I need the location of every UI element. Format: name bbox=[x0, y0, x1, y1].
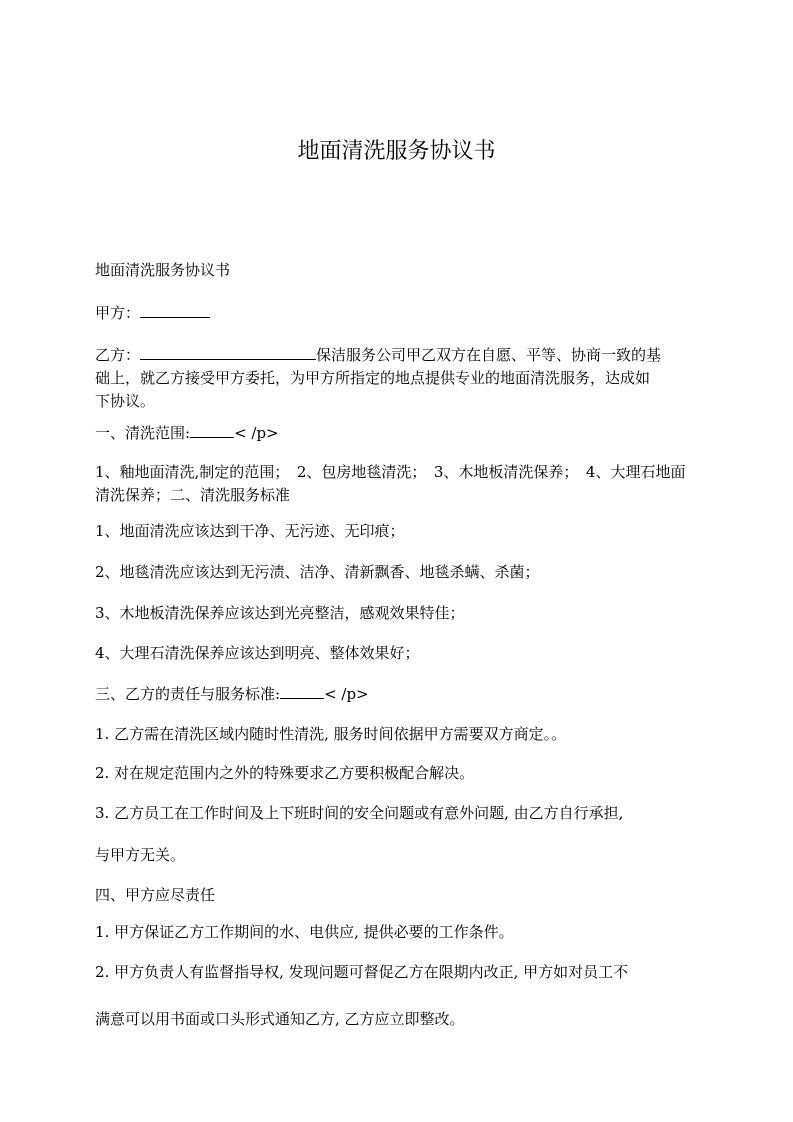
party-b-label: 乙方： bbox=[95, 346, 141, 364]
section1-tail: < /p> bbox=[234, 424, 279, 442]
b-duty-3-cont: 与甲方无关。 bbox=[95, 846, 186, 864]
party-a-blank bbox=[140, 303, 210, 318]
section3-heading: 三、乙方的责任与服务标准: bbox=[95, 685, 281, 703]
party-b-line-2: 础上，就乙方接受甲方委托，为甲方所指定的地点提供专业的地面清洗服务，达成如 bbox=[95, 369, 651, 387]
section1-body-line-1: 1、釉地面清洗,制定的范围； 2、包房地毯清洗； 3、木地板清洗保养； 4、大理石地面 bbox=[95, 463, 686, 481]
document-subtitle: 地面清洗服务协议书 bbox=[95, 261, 231, 279]
section4-heading: 四、甲方应尽责任 bbox=[95, 886, 216, 904]
b-duty-3: 3. 乙方员工在工作时间及上下班时间的安全问题或有意外问题, 由乙方自行承担, bbox=[95, 804, 624, 822]
standard-item-3: 3、木地板清洗保养应该达到光亮整洁，感观效果特佳； bbox=[95, 604, 465, 622]
section3-blank bbox=[280, 684, 324, 699]
party-a-label: 甲方： bbox=[95, 304, 141, 322]
section3-heading-line bbox=[95, 683, 707, 706]
party-b-text-1: 保洁服务公司甲乙双方在自愿、平等、协商一致的基 bbox=[316, 346, 662, 364]
a-duty-1: 1. 甲方保证乙方工作期间的水、电供应, 提供必要的工作条件。 bbox=[95, 923, 514, 941]
standard-item-2: 2、地毯清洗应该达到无污渍、洁净、清新飘香、地毯杀螨、杀菌； bbox=[95, 563, 540, 581]
party-b-line-3: 下协议。 bbox=[95, 392, 156, 410]
standard-item-1: 1、地面清洗应该达到干净、无污迹、无印痕； bbox=[95, 522, 405, 540]
a-duty-2-cont: 满意可以用书面或口头形式通知乙方, 乙方应立即整改。 bbox=[95, 1010, 465, 1028]
party-b-blank bbox=[140, 345, 316, 360]
standard-item-4: 4、大理石清洗保养应该达到明亮、整体效果好； bbox=[95, 644, 420, 662]
party-a-line bbox=[95, 302, 707, 325]
section1-blank bbox=[190, 423, 234, 438]
document-title: 地面清洗服务协议书 bbox=[297, 139, 496, 164]
a-duty-2: 2. 甲方负责人有监督指导权, 发现问题可督促乙方在限期内改正, 甲方如对员工不 bbox=[95, 963, 629, 981]
party-b-line-1 bbox=[95, 344, 707, 367]
section1-heading-line bbox=[95, 422, 707, 445]
section1-heading: 一、清洗范围: bbox=[95, 424, 191, 442]
section1-body-line-2: 清洗保养；二、清洗服务标准 bbox=[95, 486, 291, 504]
section3-tail: < /p> bbox=[324, 685, 369, 703]
b-duty-1: 1. 乙方需在清洗区域内随时性清洗, 服务时间依据甲方需要双方商定。。 bbox=[95, 725, 567, 743]
b-duty-2: 2. 对在规定范围内之外的特殊要求乙方要积极配合解决。 bbox=[95, 764, 475, 782]
